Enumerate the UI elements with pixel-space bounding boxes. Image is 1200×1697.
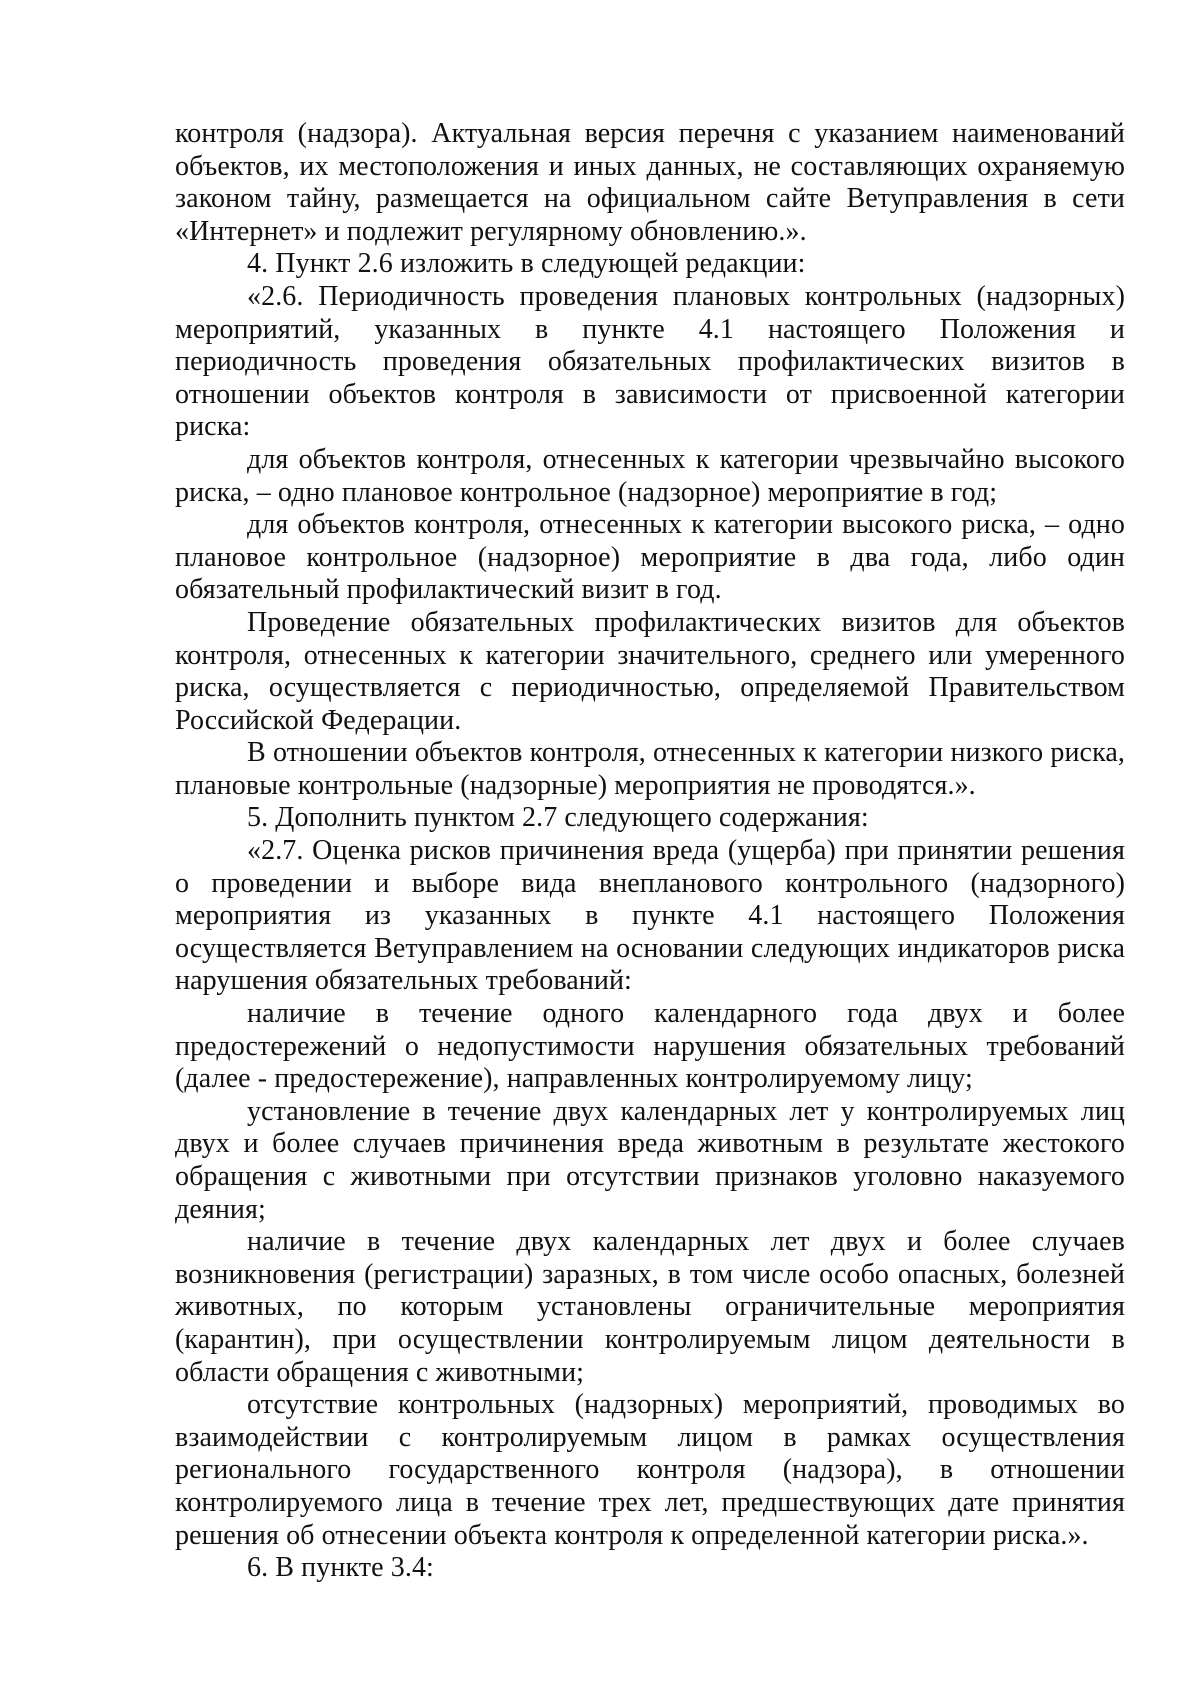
paragraph-clause-2-6: «2.6. Периодичность проведения плановых контрольных (надзорных) мероприятий, указанных в пункте 4.1 настоящего Положения и периодичность проведения обязательных профилактических визитов в отношении объектов контроля в зависимости от присвоенной категории риска: bbox=[175, 280, 1125, 443]
document-body bbox=[175, 118, 1125, 1585]
paragraph-item-5: 5. Дополнить пунктом 2.7 следующего содержания: bbox=[247, 802, 869, 834]
paragraph-indicator-diseases: наличие в течение двух календарных лет двух и более случаев возникновения (регистрации) заразных, в том числе особо опасных, болезней животных, по которым установлены ограничительные мероприятия (карантин), при осуществлении контролируемым лицом деятельности в области обращения с животными; bbox=[175, 1226, 1125, 1388]
paragraph-item-4: 4. Пункт 2.6 изложить в следующей редакции: bbox=[247, 248, 806, 280]
paragraph-indicator-harm: установление в течение двух календарных лет у контролируемых лиц двух и более случаев причинения вреда животным в результате жестокого обращения с животными при отсутствии признаков уголовно наказуемого деяния; bbox=[175, 1095, 1125, 1225]
paragraph-low-risk: В отношении объектов контроля, отнесенных к категории низкого риска, плановые контрольные (надзорные) мероприятия не проводятся.». bbox=[175, 737, 1125, 801]
paragraph-preventive-visits: Проведение обязательных профилактических визитов для объектов контроля, отнесенных к категории значительного, среднего или умеренного риска, осуществляется с периодичностью, определяемой Правительством Российской Федерации. bbox=[175, 606, 1125, 736]
paragraph-indicator-no-inspections: отсутствие контрольных (надзорных) мероприятий, проводимых во взаимодействии с контролируемым лицом в рамках осуществления регионального государственного контроля (надзора), в отношении контролируемого лица в течение трех лет, предшествующих дате принятия решения об отнесении объекта контроля к определенной категории риска.». bbox=[175, 1389, 1125, 1551]
paragraph-indicator-warnings: наличие в течение одного календарного года двух и более предостережений о недопустимости нарушения обязательных требований (далее - предостережение), направленных контролируемому лицу; bbox=[175, 998, 1125, 1095]
paragraph-item-6: 6. В пункте 3.4: bbox=[247, 1552, 434, 1584]
paragraph-list-continuation: контроля (надзора). Актуальная версия перечня с указанием наименований объектов, их местоположения и иных данных, не составляющих охраняемую законом тайну, размещается на официальном сайте Ветуправления в сети «Интернет» и подлежит регулярному обновлению.». bbox=[175, 118, 1125, 247]
paragraph-high-risk: для объектов контроля, отнесенных к категории высокого риска, – одно плановое контрольное (надзорное) мероприятие в два года, либо один обязательный профилактический визит в год. bbox=[175, 509, 1125, 606]
paragraph-extremely-high-risk: для объектов контроля, отнесенных к категории чрезвычайно высокого риска, – одно плановое контрольное (надзорное) мероприятие в год; bbox=[175, 443, 1125, 508]
paragraph-clause-2-7: «2.7. Оценка рисков причинения вреда (ущерба) при принятии решения о проведении и выборе вида внепланового контрольного (надзорного) мероприятия из указанных в пункте 4.1 настоящего Положения осуществляется Ветуправлением на основании следующих индикаторов риска нарушения обязательных требований: bbox=[175, 835, 1125, 997]
